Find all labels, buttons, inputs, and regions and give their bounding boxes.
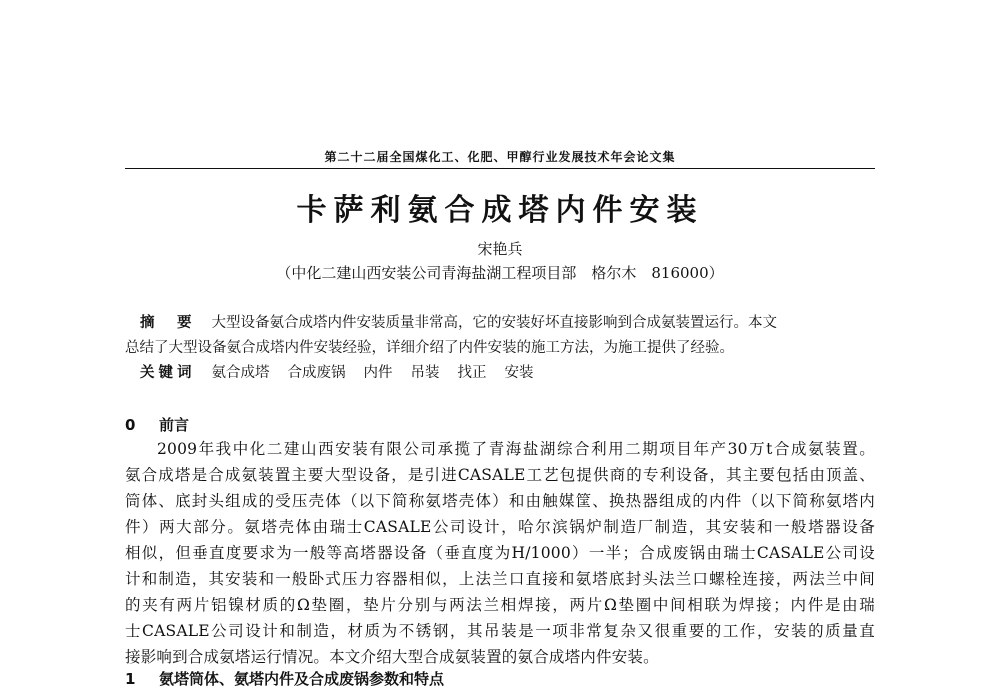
running-header: 第二十二届全国煤化工、化肥、甲醇行业发展技术年会论文集 (324, 150, 676, 164)
affiliation: （中化二建山西安装公司青海盐湖工程项目部 格尔木 816000） (276, 264, 724, 282)
section-title: 前言 (159, 416, 190, 434)
abstract-label: 摘 要 (140, 315, 196, 331)
body-line: 2009年我中化二建山西安装有限公司承揽了青海盐湖综合利用二期项目年产30万t合成氨装置。 (157, 440, 875, 458)
paper-title: 卡萨利氨合成塔内件安装 (296, 193, 704, 228)
body-line: 氨合成塔是合成氨装置主要大型设备，是引进CASALE工艺包提供商的专利设备，其主要包括由顶盖、 (125, 466, 875, 484)
section-number: 1 (125, 670, 136, 688)
keyword: 内件 (363, 365, 393, 381)
body-line: 件）两大部分。氨塔壳体由瑞士CASALE公司设计，哈尔滨锅炉制造厂制造，其安装和一般塔器设备 (125, 518, 875, 536)
keyword: 合成废锅 (287, 365, 346, 381)
section-heading-1 (125, 668, 444, 689)
body-line: 筒体、底封头组成的受压壳体（以下简称氨塔壳体）和由触媒筐、换热器组成的内件（以下简称氨塔内 (125, 492, 875, 510)
keywords-line (140, 361, 875, 385)
body-line: 计和制造，其安装和一般卧式压力容器相似，上法兰口直接和氨塔底封头法兰口螺栓连接，两法兰中间 (125, 570, 875, 588)
keyword: 氨合成塔 (211, 365, 270, 381)
body-line: 士CASALE公司设计和制造，材质为不锈钢，其吊装是一项非常复杂又很重要的工作，安装的质量直 (125, 622, 875, 640)
body-line: 相似，但垂直度要求为一般等高塔器设备（垂直度为H/1000）一半；合成废锅由瑞士CASALE公司设 (125, 544, 875, 562)
author: 宋艳兵 (477, 240, 523, 258)
abstract-text-1: 大型设备氨合成塔内件安装质量非常高，它的安装好坏直接影响到合成氨装置运行。本文 (211, 315, 777, 331)
body-line: 的夹有两片铝镍材质的Ω垫圈，垫片分别与两法兰相焊接，两片Ω垫圈中间相联为焊接；内件是由瑞 (125, 596, 875, 614)
section-heading-0 (125, 414, 189, 435)
header-rule (125, 168, 875, 169)
abstract-line-1 (140, 311, 875, 335)
abstract-line-2: 总结了大型设备氨合成塔内件安装经验，详细介绍了内件安装的施工方法，为施工提供了经验。 (125, 340, 734, 356)
keyword: 吊装 (410, 365, 440, 381)
body-line: 接影响到合成氨塔运行情况。本文介绍大型合成氨装置的氨合成塔内件安装。 (125, 648, 659, 666)
keyword: 找正 (457, 365, 487, 381)
section-number: 0 (125, 416, 136, 434)
section-title: 氨塔筒体、氨塔内件及合成废锅参数和特点 (159, 670, 445, 688)
keyword: 安装 (504, 365, 534, 381)
keywords-label: 关键词 (140, 365, 196, 381)
